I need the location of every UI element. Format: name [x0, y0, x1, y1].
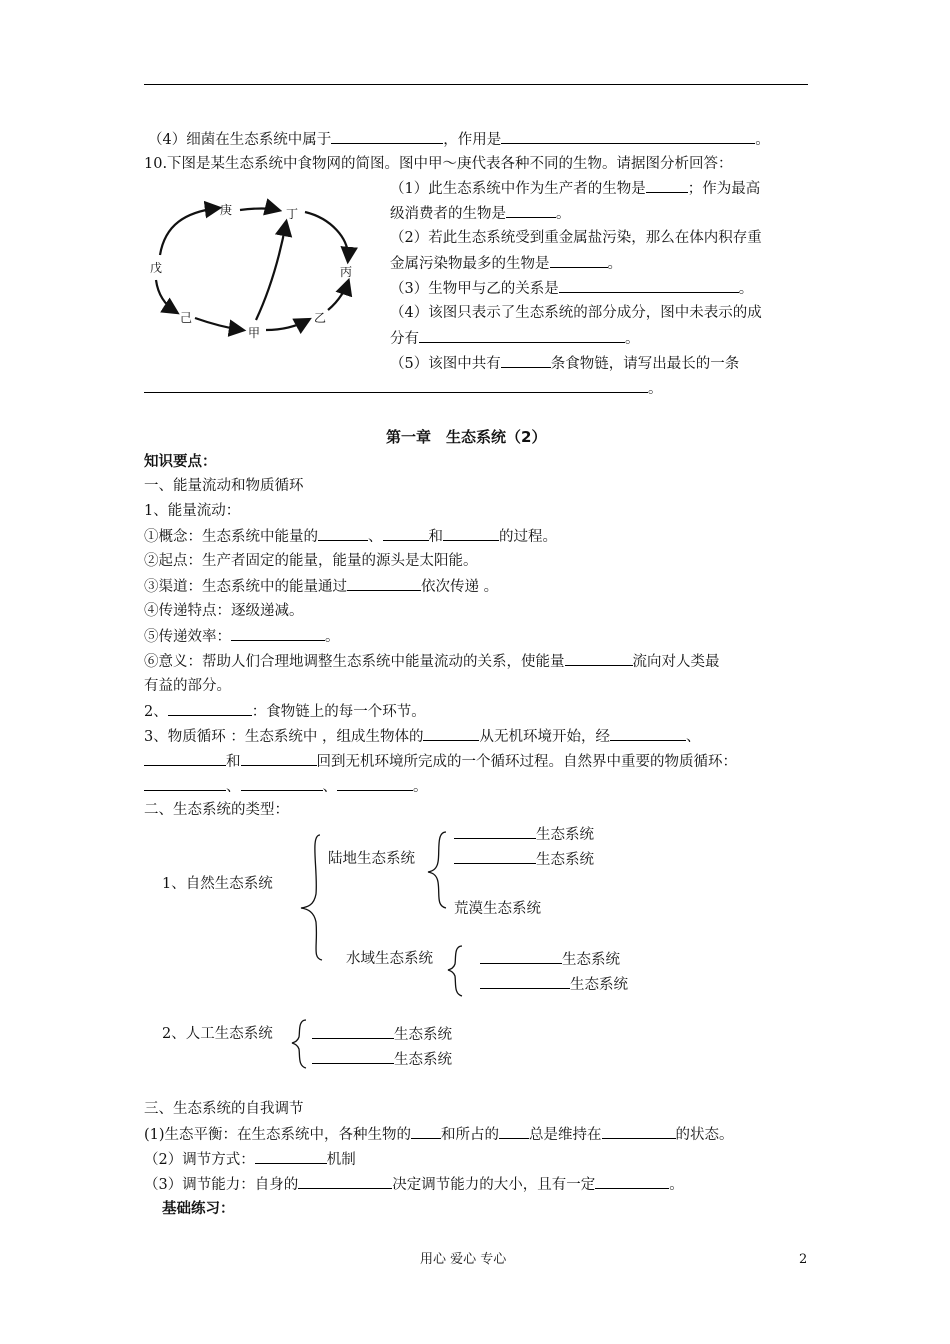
- q10-sub5-line2: 。: [144, 379, 663, 398]
- artificial-sub2: 生态系统: [312, 1050, 452, 1069]
- blank[interactable]: [411, 1125, 441, 1139]
- land-sub1: 生态系统: [454, 825, 594, 844]
- sec1-item2: 2、 ：食物链上的每一个环节。: [144, 704, 426, 720]
- brace-water: [448, 946, 462, 996]
- node-yi: 乙: [314, 311, 327, 325]
- q10-sub1-line2: 级消费者的生物是 。: [390, 206, 571, 222]
- node-jia: 甲: [248, 326, 261, 340]
- land-eco: 陆地生态系统: [328, 851, 415, 867]
- blank[interactable]: [602, 1125, 676, 1139]
- artificial-eco: 2、人工生态系统: [162, 1026, 273, 1042]
- water-sub2: 生态系统: [480, 975, 628, 994]
- sec1-title: 一、能量流动和物质循环: [144, 478, 304, 494]
- sec3-l1: (1)生态平衡：在生态系统中，各种生物的 和所占的 总是维持在 的状态。: [144, 1127, 734, 1143]
- natural-eco: 1、自然生态系统: [162, 876, 273, 892]
- blank[interactable]: [312, 1050, 394, 1064]
- sec1-item3-line1: 3、物质循环 ：生态系统中 ，组成生物体的 从无机环境开始，经 、: [144, 729, 701, 745]
- q10-sub5-line1: （5）该图中共有 条食物链，请写出最长的一条: [390, 356, 740, 372]
- blank[interactable]: [298, 1175, 392, 1189]
- q10-sub3: （3）生物甲与乙的关系是 。: [390, 281, 754, 297]
- blank[interactable]: [480, 975, 570, 989]
- blank[interactable]: [312, 1025, 394, 1039]
- node-wu: 戊: [150, 261, 163, 275]
- chapter-title: 第一章 生态系统（2）: [386, 428, 547, 446]
- blank[interactable]: [454, 850, 536, 864]
- blank[interactable]: [454, 825, 536, 839]
- sec2-title: 二、生态系统的类型：: [144, 802, 289, 818]
- blank[interactable]: [480, 950, 562, 964]
- q10-stem: 10.下图是某生态系统中食物网的简图。图中甲～庚代表各种不同的生物。请据图分析回答：: [144, 156, 733, 172]
- sec1-p6-line1: ⑥意义：帮助人们合理地调整生态系统中能量流动的关系，使能量 流向对人类最: [144, 654, 720, 670]
- blank[interactable]: [255, 1150, 327, 1164]
- q10-sub4-line1: （4）该图只表示了生态系统的部分成分，图中未表示的成: [390, 305, 762, 321]
- q10-sub4-line2: 分有 。: [390, 331, 640, 347]
- brace-land: [428, 832, 446, 908]
- sec1-p3: ③渠道：生态系统中的能量通过 依次传递 。: [144, 579, 499, 595]
- q10-sub2-line2: 金属污染物最多的生物是 。: [390, 256, 622, 272]
- brace-artificial: [292, 1020, 306, 1068]
- water-sub1: 生态系统: [480, 950, 620, 969]
- sec1-p5: ⑤传递效率： 。: [144, 629, 340, 645]
- water-eco: 水域生态系统: [346, 951, 433, 967]
- sec1-sub1: 1、能量流动：: [144, 503, 241, 519]
- sec3-l2: （2）调节方式： 机制: [144, 1152, 356, 1168]
- sec1-item3-line2: 和 回到无机环境所完成的一个循环过程。自然界中重要的物质循环：: [144, 752, 737, 771]
- sec1-item3-line3: 、 、 。: [144, 777, 428, 796]
- sec1-p2: ②起点：生产者固定的能量，能量的源头是太阳能。: [144, 553, 478, 569]
- node-ding: 丁: [286, 207, 299, 221]
- sec3-title: 三、生态系统的自我调节: [144, 1101, 304, 1117]
- sec1-p1: ①概念：生态系统中能量的 、 和 的过程。: [144, 529, 557, 545]
- page-number: 2: [799, 1252, 808, 1267]
- blank[interactable]: [595, 1175, 669, 1189]
- sec1-p4: ④传递特点：逐级递减。: [144, 603, 304, 619]
- sec3-l3: （3）调节能力：自身的 决定调节能力的大小，且有一定 。: [144, 1177, 684, 1193]
- land-sub2: 生态系统: [454, 850, 594, 869]
- exercise-title: 基础练习：: [162, 1201, 235, 1217]
- sec1-p6-line2: 有益的部分。: [144, 678, 231, 694]
- footer-motto: 用心 爱心 专心: [420, 1252, 507, 1267]
- q9-item4: （4）细菌在生态系统中属于 ，作用是 。: [148, 132, 770, 148]
- blank[interactable]: [499, 1125, 529, 1139]
- brace-natural: [301, 835, 322, 960]
- node-geng: 庚: [220, 203, 233, 217]
- knowledge-title: 知识要点：: [144, 454, 217, 470]
- q10-sub1-line1: （1）此生态系统中作为生产者的生物是 ；作为最高: [390, 181, 761, 197]
- q10-sub2-line1: （2）若此生态系统受到重金属盐污染，那么在体内积存重: [390, 230, 762, 246]
- node-bing: 丙: [340, 265, 353, 279]
- artificial-sub1: 生态系统: [312, 1025, 452, 1044]
- node-ji: 己: [180, 311, 193, 325]
- desert-eco: 荒漠生态系统: [454, 901, 541, 917]
